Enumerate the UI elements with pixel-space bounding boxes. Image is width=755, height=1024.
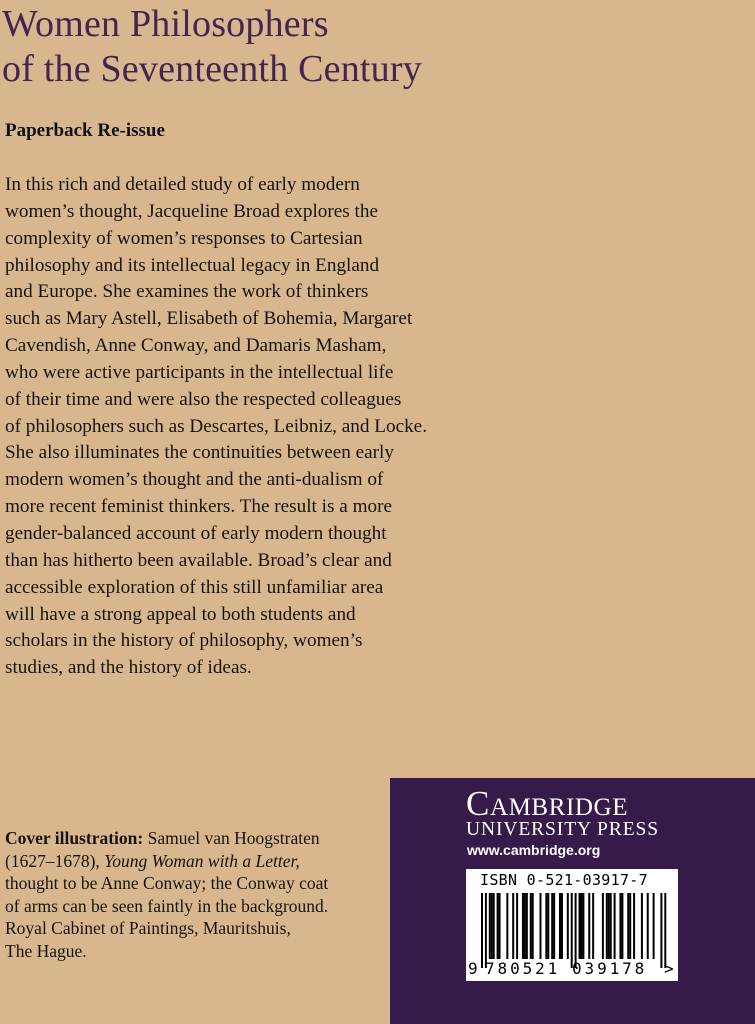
credit-artwork-title: Young Woman with a Letter,: [104, 850, 300, 871]
title-line-1: Women Philosophers: [2, 3, 329, 45]
barcode-bar: [561, 893, 563, 959]
blurb-line: of philosophers such as Descartes, Leibniz, and Locke.: [5, 415, 427, 437]
blurb-line: of their time and were also the respected colleagues: [5, 388, 402, 410]
barcode-bar: [506, 893, 508, 959]
title-line-2: of the Seventeenth Century: [2, 48, 422, 90]
barcode-bar: [571, 893, 573, 968]
barcode-bar: [524, 893, 526, 959]
blurb-line: philosophy and its intellectual legacy in England: [5, 254, 380, 276]
barcode-bar: [567, 893, 569, 959]
barcode-bar: [532, 893, 534, 959]
barcode-bar: [485, 893, 487, 968]
barcode-bar: [540, 893, 542, 959]
barcode-bar: [545, 893, 547, 959]
barcode-bar: [619, 893, 621, 959]
book-description: [5, 172, 485, 682]
blurb-line: and Europe. She examines the work of thinkers: [5, 281, 369, 303]
barcode-bar: [493, 893, 495, 959]
credit-line: Royal Cabinet of Paintings, Mauritshuis,: [5, 918, 291, 939]
blurb-line: complexity of women’s responses to Cartesian: [5, 227, 363, 249]
blurb-line: studies, and the history of ideas.: [5, 657, 252, 679]
barcode-bar: [547, 893, 549, 959]
publisher-website: www.cambridge.org: [467, 842, 601, 858]
barcode-bar: [602, 893, 604, 959]
publisher-logo: Cambridge: [466, 784, 629, 823]
credit-label: Cover illustration:: [5, 828, 144, 848]
barcode-bar: [481, 893, 483, 968]
publisher-logo-subtitle: UNIVERSITY PRESS: [466, 819, 659, 840]
barcode-bar: [551, 893, 553, 959]
barcode-bar: [629, 893, 631, 959]
barcode-bar: [588, 893, 590, 959]
barcode-bar: [582, 893, 584, 959]
credit-dates: (1627–1678),: [5, 850, 105, 871]
barcode-bar: [641, 893, 643, 959]
barcode-bar: [559, 893, 561, 959]
blurb-line: She also illuminates the continuities between early: [5, 442, 394, 464]
barcode-bar: [614, 893, 616, 959]
credit-line: thought to be Anne Conway; the Conway coat: [5, 873, 329, 894]
blurb-line: more recent feminist thinkers. The result is a more: [5, 496, 393, 518]
barcode-bar: [664, 893, 666, 968]
barcode-bar: [575, 893, 577, 968]
edition-label: Paperback Re-issue: [5, 120, 165, 141]
isbn-barcode: [466, 869, 678, 981]
book-title: [2, 2, 422, 92]
barcode-bar: [627, 893, 629, 959]
credit-line: of arms can be seen faintly in the background.: [5, 895, 329, 916]
barcode-bar: [647, 893, 649, 959]
barcode-bar: [579, 893, 581, 959]
barcode-bar: [610, 893, 612, 959]
barcode-bar: [553, 893, 555, 959]
barcode-bar: [530, 893, 532, 959]
ean-right-group: 039178: [572, 959, 648, 978]
barcode-bar: [489, 893, 491, 959]
credit-line-2: [5, 850, 385, 873]
blurb-line: who were active participants in the intellectual life: [5, 361, 394, 383]
barcode-bar: [491, 893, 493, 959]
ean-digits: [466, 959, 678, 981]
blurb-line: gender-balanced account of early modern thought: [5, 522, 387, 544]
barcode-bar: [526, 893, 528, 959]
blurb-line: scholars in the history of philosophy, women’s: [5, 630, 363, 652]
barcode-bar: [621, 893, 623, 959]
blurb-line: will have a strong appeal to both students and: [5, 603, 356, 625]
barcode-bar: [580, 893, 582, 959]
barcode-bar: [512, 893, 514, 959]
isbn-number: ISBN 0-521-03917-7: [480, 871, 648, 889]
barcode-bar: [606, 893, 608, 959]
barcode-bar: [608, 893, 610, 959]
credit-line-1: [5, 827, 385, 850]
ean-left-group: 780521: [485, 959, 561, 978]
blurb-line: In this rich and detailed study of early modern: [5, 174, 360, 195]
barcode-bar: [592, 893, 594, 959]
barcode-bar: [633, 893, 635, 959]
barcode-bar: [653, 893, 655, 959]
credit-artist: Samuel van Hoogstraten: [143, 828, 320, 848]
blurb-line: Cavendish, Anne Conway, and Damaris Masham,: [5, 335, 387, 357]
blurb-line: than has hitherto been available. Broad’s clear and: [5, 549, 392, 571]
credit-line: The Hague.: [5, 940, 87, 961]
blurb-line: accessible exploration of this still unfamiliar area: [5, 576, 384, 598]
barcode-bar: [497, 893, 499, 959]
barcode-bar: [660, 893, 662, 968]
cover-illustration-credit: [5, 827, 385, 963]
blurb-line: women’s thought, Jacqueline Broad explores the: [5, 200, 379, 222]
barcode-bar: [499, 893, 501, 959]
barcode-bar: [522, 893, 524, 959]
blurb-line: modern women’s thought and the anti-dualism of: [5, 469, 384, 491]
barcode-bar: [516, 893, 518, 959]
ean-arrow: >: [664, 959, 674, 978]
publisher-panel: [390, 778, 755, 1024]
ean-lead-digit: 9: [468, 959, 478, 978]
blurb-line: such as Mary Astell, Elisabeth of Bohemia, Margaret: [5, 308, 413, 330]
